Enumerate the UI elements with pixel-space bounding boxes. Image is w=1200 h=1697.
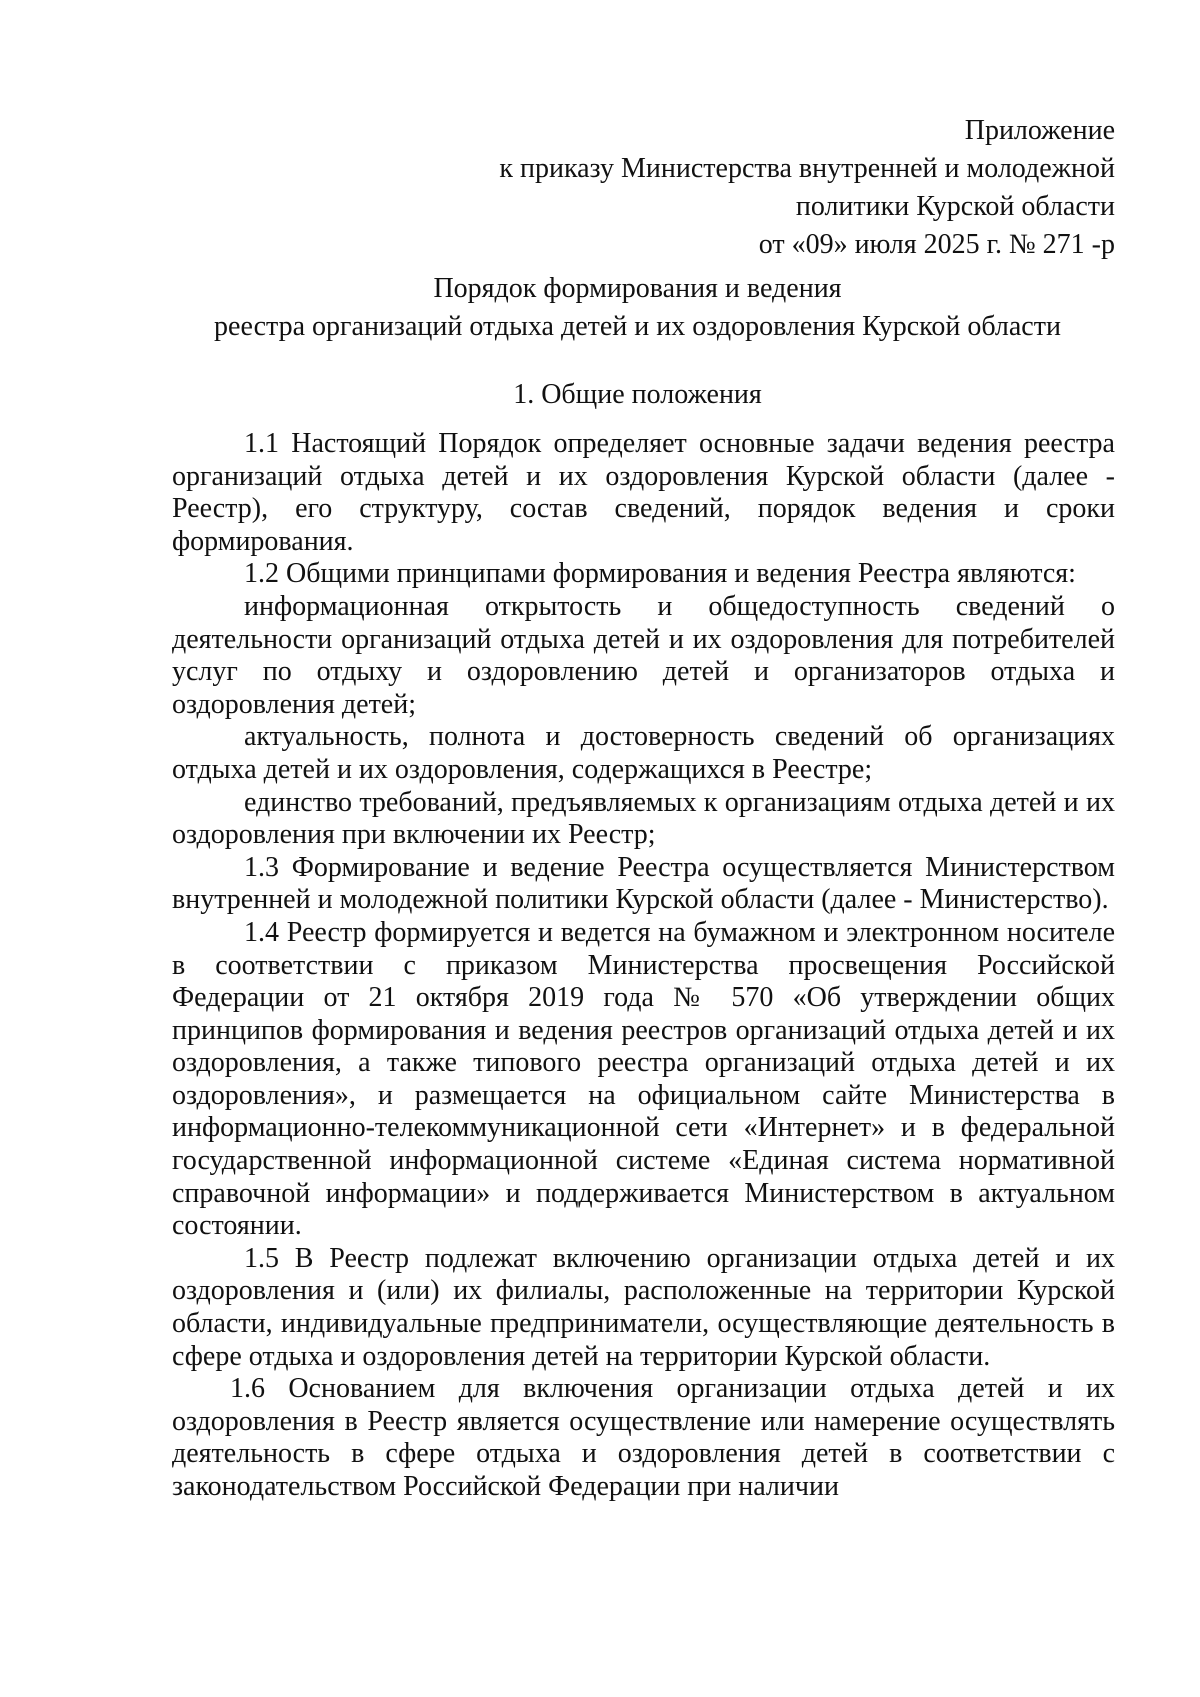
appendix-order-ref: к приказу Министерства внутренней и молодежной	[499, 153, 1115, 184]
appendix-label: Приложение	[964, 115, 1115, 146]
title-line-1: Порядок формирования и ведения	[433, 273, 842, 304]
document-body	[172, 428, 1115, 1504]
paragraph-1-2-principle-openness: информационная открытость и общедоступность сведений о деятельности организаций отдыха детей и их оздоровления для потребителей услуг по отдыху и оздоровлению детей и организаторов отдыха и оздоровления детей;	[172, 590, 1115, 720]
appendix-date-number: от «09» июля 2025 г. № 271 -р	[758, 229, 1115, 260]
paragraph-1-4: 1.4 Реестр формируется и ведется на бумажном и электронном носителе в соответствии с приказом Министерства просвещения Российской Федерации от 21 октября 2019 года № 570 «Об утверждении общих принципов формирования и ведения реестров организаций отдыха детей и их оздоровления, а также типового реестра организаций отдыха детей и их оздоровления», и размещается на официальном сайте Министерства в информационно-телекоммуникационной сети «Интернет» и в федеральной государственной информационной системе «Единая система нормативной справочной информации» и поддерживается Министерством в актуальном состоянии.	[172, 916, 1115, 1242]
paragraph-1-6: 1.6 Основанием для включения организации отдыха детей и их оздоровления в Реестр является осуществление или намерение осуществлять деятельность в сфере отдыха и оздоровления детей в соответствии с законодательством Российской Федерации при наличии	[172, 1373, 1115, 1502]
paragraph-1-5: 1.5 В Реестр подлежат включению организации отдыха детей и их оздоровления и (или) их филиалы, расположенные на территории Курской области, индивидуальные предприниматели, осуществляющие деятельность в сфере отдыха и оздоровления детей на территории Курской области.	[172, 1242, 1115, 1372]
paragraph-1-3: 1.3 Формирование и ведение Реестра осуществляется Министерством внутренней и молодежной политики Курской области (далее - Министерство).	[172, 851, 1115, 916]
paragraph-1-2: 1.2 Общими принципами формирования и ведения Реестра являются:	[244, 558, 1076, 590]
title-line-2: реестра организаций отдыха детей и их оздоровления Курской области	[214, 311, 1061, 342]
appendix-ministry: политики Курской области	[795, 191, 1115, 222]
paragraph-1-2-principle-accuracy: актуальность, полнота и достоверность сведений об организациях отдыха детей и их оздоровления, содержащихся в Реестре;	[172, 721, 1115, 785]
paragraph-1-2-principle-uniformity: единство требований, предъявляемых к организациям отдыха детей и их оздоровления при включении их Реестр;	[172, 786, 1115, 851]
section-heading: 1. Общие положения	[513, 379, 762, 410]
paragraph-1-1: 1.1 Настоящий Порядок определяет основные задачи ведения реестра организаций отдыха детей и их оздоровления Курской области (далее - Реестр), его структуру, состав сведений, порядок ведения и сроки формирования.	[172, 428, 1115, 557]
appendix-header	[420, 112, 1115, 264]
document-title	[160, 270, 1115, 346]
